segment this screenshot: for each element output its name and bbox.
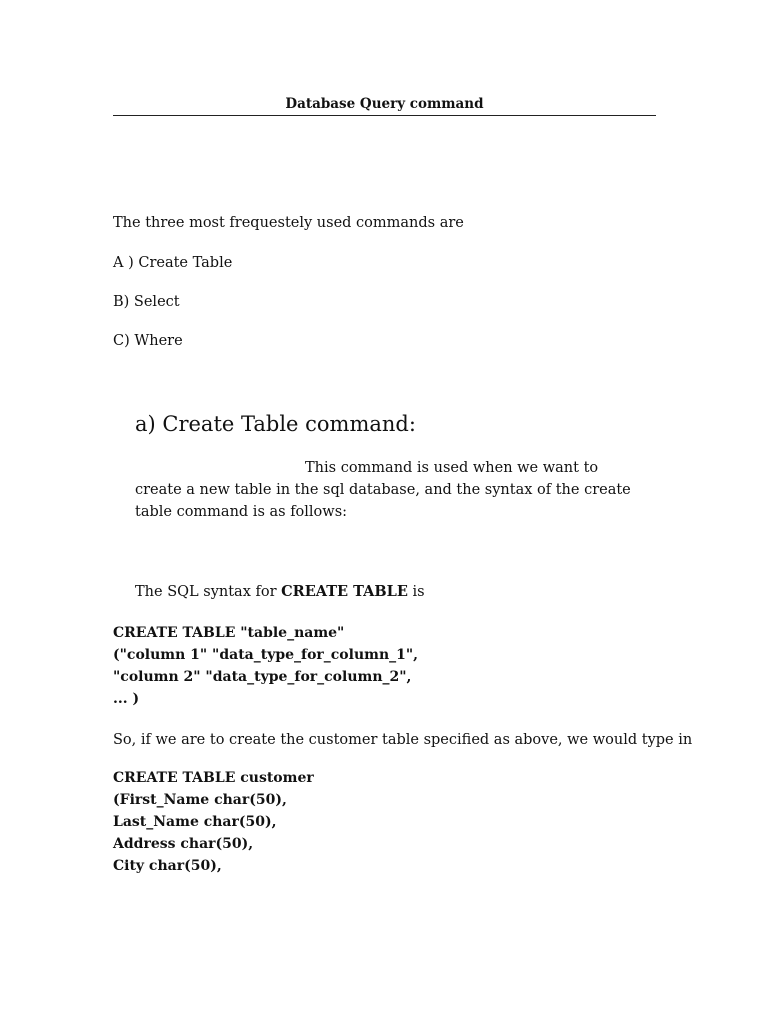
code-line: ... )	[113, 691, 140, 707]
page-header	[113, 93, 656, 116]
section-heading: a) Create Table command:	[135, 412, 416, 436]
syntax-suffix: is	[407, 584, 425, 600]
code-line: (First_Name char(50),	[113, 792, 287, 808]
intro-lead: The three most frequestely used commands are	[113, 215, 464, 231]
paragraph-text: This command is used when we want to create a new table in the sql database, and the syntax of the create table command is as follows:	[135, 460, 631, 520]
code-line: ("column 1" "data_type_for_column_1",	[113, 647, 419, 663]
list-item-select: B) Select	[113, 294, 180, 310]
syntax-keyword: CREATE TABLE	[281, 583, 408, 600]
section-paragraph	[135, 457, 645, 523]
example-code-block	[113, 767, 314, 877]
code-line: CREATE TABLE "table_name"	[113, 625, 345, 641]
list-item-where: C) Where	[113, 333, 183, 349]
code-line: City char(50),	[113, 858, 222, 874]
document-title: Database Query command	[285, 96, 484, 112]
code-line: Address char(50),	[113, 836, 254, 852]
list-item-create-table: A ) Create Table	[113, 255, 233, 271]
example-lead: So, if we are to create the customer table specified as above, we would type in	[113, 732, 693, 748]
syntax-prefix: The SQL syntax for	[135, 584, 282, 600]
code-line: CREATE TABLE customer	[113, 770, 314, 786]
syntax-code-block	[113, 622, 418, 710]
syntax-intro	[135, 582, 425, 602]
code-line: Last_Name char(50),	[113, 814, 277, 830]
code-line: "column 2" "data_type_for_column_2",	[113, 669, 412, 685]
